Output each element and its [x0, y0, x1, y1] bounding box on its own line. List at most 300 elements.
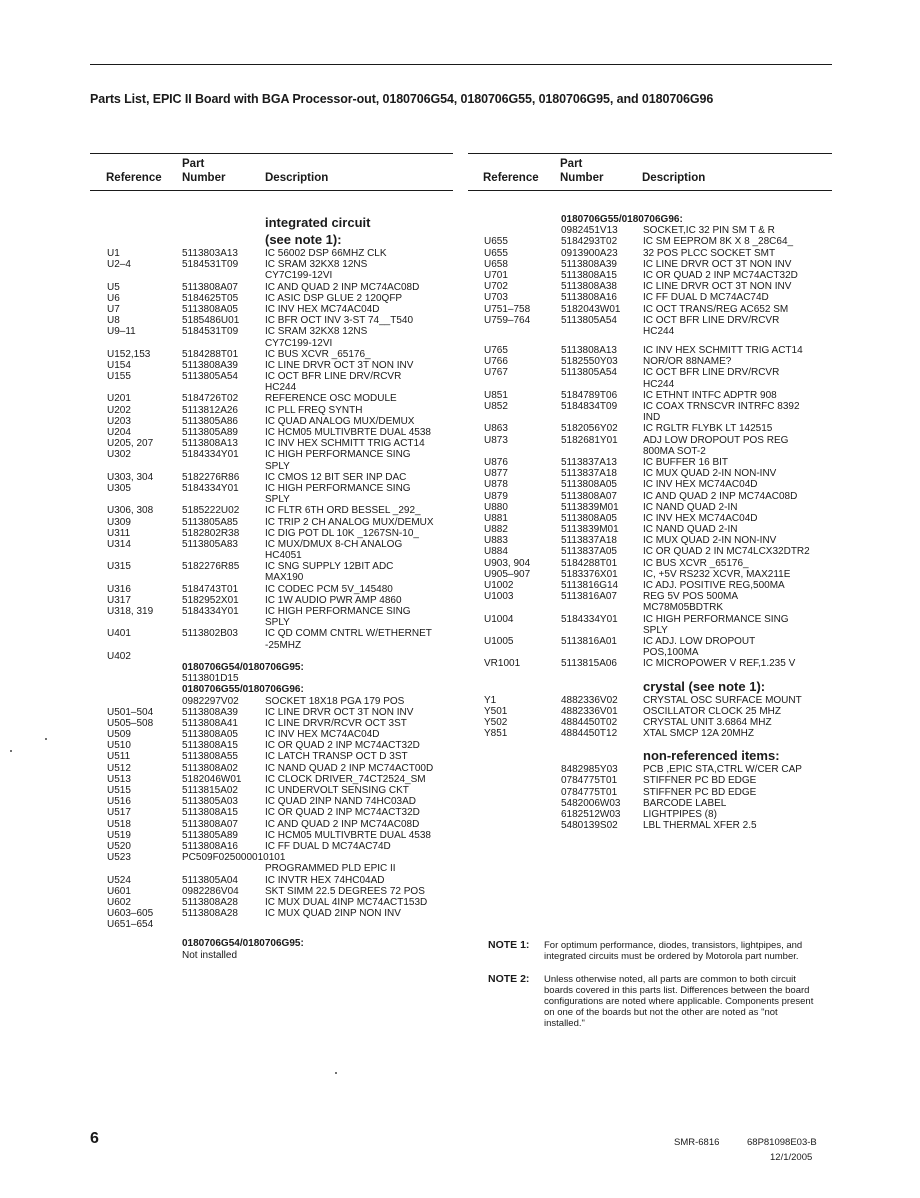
description-cell: IC HIGH PERFORMANCE SING: [643, 613, 789, 625]
description-cell: IC NAND QUAD 2 INP MC74ACT00D: [265, 762, 434, 774]
part-number-cell: 5182276R86: [182, 471, 240, 483]
reference-cell: U8: [107, 315, 120, 327]
part-number-cell: 5113808A15: [182, 807, 238, 819]
part-number-cell: 5113812A26: [182, 404, 238, 416]
description-cell: IC INVTR HEX 74HC04AD: [265, 874, 385, 886]
table-row: [107, 628, 457, 639]
description-cell: IC HIGH PERFORMANCE SING: [265, 449, 411, 461]
right-header-part: Part: [560, 158, 583, 170]
description-cell: HC4051: [265, 550, 302, 562]
table-row: [484, 524, 829, 535]
reference-cell: U303, 304: [107, 471, 154, 483]
description-cell: IC CMOS 12 BIT SER INP DAC: [265, 471, 407, 483]
part-number-cell: 5184293T02: [561, 236, 618, 248]
right-header-number: Number: [560, 172, 604, 184]
table-row: [107, 908, 457, 919]
description-cell: CRYSTAL UNIT 3.6864 MHZ: [643, 716, 772, 728]
description-cell: IC OCT TRANS/REG AC652 SM: [643, 303, 789, 315]
part-number-cell: 5184334Y01: [182, 606, 239, 617]
top-rule: [90, 64, 832, 65]
table-row: [107, 483, 457, 494]
part-number-cell: 5113839M01: [561, 501, 619, 513]
part-number-cell: 5113805A03: [182, 796, 238, 808]
table-row: [107, 349, 457, 360]
part-number-cell: 5185222U02: [182, 505, 240, 517]
description-cell: OSCILLATOR CLOCK 25 MHZ: [643, 705, 781, 717]
description-cell: SPLY: [265, 617, 290, 629]
doc-date: 12/1/2005: [770, 1152, 813, 1163]
table-row: [484, 401, 829, 412]
reference-cell: U6: [107, 292, 120, 304]
part-number-cell: 5113808A02: [182, 762, 238, 774]
table-row: [484, 446, 829, 457]
part-number-cell: 5113805A89: [182, 427, 238, 438]
reference-cell: U765: [484, 345, 508, 357]
reference-cell: U501–504: [107, 706, 154, 718]
description-cell: IC HIGH PERFORMANCE SING: [265, 606, 411, 617]
left-header-bottom-rule: [90, 190, 453, 191]
part-number-cell: 5183376X01: [561, 568, 618, 580]
part-number-cell: 5182550Y03: [561, 356, 618, 368]
table-row: [107, 517, 457, 528]
part-number-cell: 5113801D15: [182, 673, 239, 685]
description-cell: PCB ,EPIC STA,CTRL W/CER CAP: [643, 764, 802, 776]
description-cell: XTAL SMCP 12A 20MHZ: [643, 728, 754, 740]
description-cell: IC PLL FREQ SYNTH: [265, 404, 363, 416]
part-number-cell: 5185486U01: [182, 315, 240, 327]
left-header-description: Description: [265, 172, 329, 184]
description-cell: IC BUFFER 16 BIT: [643, 456, 729, 468]
table-row: [484, 304, 829, 315]
part-number-cell: 5113805A04: [182, 874, 238, 886]
reference-cell: U658: [484, 258, 508, 270]
description-cell: IC OR QUAD 2 INP MC74ACT32D: [265, 740, 420, 752]
table-row: [107, 584, 457, 595]
table-row: [484, 614, 829, 625]
table-row: [484, 248, 829, 259]
table-row: [484, 502, 829, 513]
part-number-cell: 5113808A28: [182, 908, 238, 920]
description-cell: MC78M05BDTRK: [643, 602, 724, 614]
description-cell: IC AND QUAD 2 INP MC74AC08D: [643, 490, 798, 502]
description-cell: POS,100MA: [643, 647, 699, 659]
table-row: [484, 569, 829, 580]
part-number-cell: 5113808A39: [182, 359, 238, 371]
table-row: [107, 528, 457, 539]
reference-cell: U314: [107, 538, 131, 550]
part-number-cell: 8482985Y03: [561, 764, 618, 776]
description-cell: -25MHZ: [265, 639, 302, 651]
part-number-cell: 5184834T09: [561, 401, 618, 413]
description-cell: IC HIGH PERFORMANCE SING: [265, 482, 411, 494]
part-number-cell: 5113805A83: [182, 538, 238, 550]
part-number-cell: 5113808A16: [182, 840, 238, 852]
table-row: [107, 950, 457, 961]
table-row: [484, 236, 829, 247]
table-row: [107, 763, 457, 774]
reference-cell: U154: [107, 359, 131, 371]
reference-cell: U203: [107, 415, 131, 427]
table-row: [107, 248, 457, 259]
description-cell: NOR/OR 88NAME?: [643, 356, 732, 368]
table-row: [484, 636, 829, 647]
reference-cell: U2–4: [107, 259, 131, 271]
reference-cell: U315: [107, 561, 131, 573]
table-row: [107, 427, 457, 438]
part-number-cell: 5482006W03: [561, 797, 621, 809]
reference-cell: Y851: [484, 728, 508, 740]
table-row: [107, 919, 457, 930]
table-row: [107, 572, 457, 583]
description-cell: IC ASIC DSP GLUE 2 120QFP: [265, 292, 403, 304]
description-cell: IC MUX QUAD 2INP NON INV: [265, 908, 401, 920]
description-cell: IC CLOCK DRIVER_74CT2524_SM: [265, 773, 426, 785]
description-cell: IC UNDERVOLT SENSING CKT: [265, 785, 409, 797]
description-cell: CRYSTAL OSC SURFACE MOUNT: [643, 694, 802, 706]
table-row: [484, 292, 829, 303]
note-text: For optimum performance, diodes, transistors, lightpipes, and integrated circuits must be ordered by Motorola part number.: [544, 940, 803, 962]
table-row: [107, 819, 457, 830]
description-cell: IC OCT BFR LINE DRV/RCVR: [643, 314, 780, 326]
reference-cell: U1004: [484, 613, 514, 625]
reference-cell: U767: [484, 367, 508, 379]
description-cell: HC244: [643, 325, 675, 337]
description-cell: IC ETHNT INTFC ADPTR 908: [643, 389, 777, 401]
table-row: [107, 472, 457, 483]
description-cell: IC FF DUAL D MC74AC74D: [643, 292, 769, 304]
section-heading: crystal (see note 1):: [643, 678, 766, 694]
description-cell: IC MICROPOWER V REF,1.235 V: [643, 658, 796, 670]
table-row: [107, 505, 457, 516]
reference-cell: U518: [107, 818, 131, 830]
table-row: [484, 491, 829, 502]
left-header-reference: Reference: [106, 172, 162, 184]
part-number-cell: 5113808A39: [561, 258, 617, 270]
table-row: [107, 617, 457, 628]
part-number-cell: 5113816G14: [561, 580, 619, 592]
reference-cell: U318, 319: [107, 606, 154, 617]
table-row: [107, 875, 457, 886]
reference-cell: U879: [484, 490, 508, 502]
description-cell: HC244: [265, 382, 297, 394]
doc-code: SMR-6816: [674, 1137, 720, 1148]
left-header-number: Number: [182, 172, 226, 184]
right-parts-table: [484, 214, 829, 831]
part-number-cell: 5113837A05: [561, 546, 617, 558]
part-number-cell: 5113808A15: [182, 740, 238, 752]
description-cell: SOCKET,IC 32 PIN SM T & R: [643, 225, 775, 237]
table-row: [107, 561, 457, 572]
part-number-cell: 5113808A41: [182, 717, 238, 729]
description-cell: IC INV HEX MC74AC04D: [643, 479, 758, 491]
reference-cell: U759–764: [484, 314, 531, 326]
table-row: [107, 863, 457, 874]
part-number-cell: 5184625T05: [182, 292, 239, 304]
config-label: 0180706G54/0180706G95:: [182, 938, 304, 950]
reference-cell: U655: [484, 247, 508, 259]
description-cell: IC MUX DUAL 4INP MC74ACT153D: [265, 896, 428, 908]
reference-cell: U851: [484, 389, 508, 401]
part-number-cell: 5113808A13: [182, 438, 238, 450]
description-cell: IC AND QUAD 2 INP MC74AC08D: [265, 281, 420, 293]
part-number-cell: 5113815A06: [561, 658, 617, 670]
reference-cell: U651–654: [107, 919, 154, 931]
part-number-cell: 5113808A15: [561, 269, 617, 281]
table-row: [107, 785, 457, 796]
description-cell: PROGRAMMED PLD EPIC II: [265, 863, 396, 875]
part-number-cell: 0913900A23: [561, 247, 618, 259]
part-number-cell: 5184334Y01: [561, 613, 618, 625]
description-cell: IC OCT BFR LINE DRV/RCVR: [643, 367, 780, 379]
description-cell: IC AND QUAD 2 INP MC74AC08D: [265, 818, 420, 830]
right-header-description: Description: [642, 172, 706, 184]
notes: [488, 940, 818, 1041]
config-label: 0180706G54/0180706G95:: [182, 661, 304, 673]
part-number-cell: 6182512W03: [561, 809, 621, 821]
reference-cell: U1002: [484, 580, 514, 592]
description-cell: SKT SIMM 22.5 DEGREES 72 POS: [265, 885, 425, 897]
description-cell: STIFFNER PC BD EDGE: [643, 786, 757, 798]
table-row: [107, 438, 457, 449]
description-cell: IC ADJ. LOW DROPOUT: [643, 635, 756, 647]
description-cell: IC SRAM 32KX8 12NS: [265, 259, 368, 271]
scan-speck: [10, 750, 12, 752]
description-cell: IC LINE DRVR OCT 3T NON INV: [643, 258, 792, 270]
table-row: [484, 820, 829, 831]
description-cell: CY7C199-12VI: [265, 270, 333, 282]
reference-cell: U766: [484, 356, 508, 368]
table-row: [484, 809, 829, 820]
reference-cell: U516: [107, 796, 131, 808]
part-number-cell: 5113802B03: [182, 628, 238, 640]
table-row: [484, 390, 829, 401]
part-number-cell: 5113808A05: [182, 729, 238, 741]
table-row: [484, 798, 829, 809]
part-number-cell: 5480139S02: [561, 820, 618, 832]
table-row: [107, 606, 457, 617]
description-cell: IC INV HEX MC74AC04D: [643, 512, 758, 524]
table-row: [107, 304, 457, 315]
table-row: [484, 546, 829, 557]
table-row: [484, 326, 829, 337]
description-cell: SOCKET 18X18 PGA 179 POS: [265, 695, 405, 707]
part-number-cell: 5113805A85: [182, 516, 238, 528]
description-cell: IC OCT BFR LINE DRV/RCVR: [265, 371, 402, 383]
part-number-cell: 0982286V04: [182, 885, 239, 897]
note-2: [488, 974, 818, 1029]
reference-cell: U882: [484, 524, 508, 536]
table-row: [107, 595, 457, 606]
part-number-cell: 5113808A05: [561, 512, 617, 524]
table-row: [484, 345, 829, 356]
reference-cell: Y502: [484, 716, 508, 728]
reference-cell: U510: [107, 740, 131, 752]
table-row: [484, 423, 829, 434]
table-row: [484, 270, 829, 281]
table-row: [107, 494, 457, 505]
reference-cell: U863: [484, 423, 508, 435]
table-row: [107, 550, 457, 561]
part-number-cell: 5113837A13: [561, 456, 617, 468]
table-row: [484, 468, 829, 479]
table-row: [107, 461, 457, 472]
part-number-cell: 5113805A54: [561, 367, 617, 379]
table-row: [484, 787, 829, 798]
table-row: [107, 539, 457, 550]
reference-cell: Y1: [484, 694, 497, 706]
description-cell: SPLY: [265, 460, 290, 472]
part-number-cell: 5182802R38: [182, 527, 240, 539]
reference-cell: U155: [107, 371, 131, 383]
part-number-cell: 5184743T01: [182, 583, 239, 595]
description-cell: IC HCM05 MULTIVBRTE DUAL 4538: [265, 829, 431, 841]
table-row: [484, 356, 829, 367]
table-row: [107, 852, 457, 863]
description-cell: IC 1W AUDIO PWR AMP 4860: [265, 594, 402, 606]
table-row: [107, 807, 457, 818]
reference-cell: U520: [107, 840, 131, 852]
reference-cell: U602: [107, 896, 131, 908]
right-header-bottom-rule: [468, 190, 832, 191]
table-row: [107, 651, 457, 662]
description-cell: IC FLTR 6TH ORD BESSEL _292_: [265, 505, 421, 517]
reference-cell: U204: [107, 427, 131, 438]
description-cell: IC QD COMM CNTRL W/ETHERNET: [265, 628, 432, 640]
part-number-cell: 5184789T06: [561, 389, 618, 401]
description-cell: IC NAND QUAD 2-IN: [643, 501, 738, 513]
part-number-cell: 5113816A07: [561, 591, 617, 603]
description-cell: IC COAX TRNSCVR INTRFC 8392: [643, 401, 800, 413]
part-number-cell: 5113837A18: [561, 535, 617, 547]
table-row: [484, 281, 829, 292]
table-row: [484, 775, 829, 786]
reference-cell: U655: [484, 236, 508, 248]
description-cell: IC HCM05 MULTIVBRTE DUAL 4538: [265, 427, 431, 438]
part-number-cell: 5113808A05: [561, 479, 617, 491]
table-row: [107, 293, 457, 304]
page-title: Parts List, EPIC II Board with BGA Processor-out, 0180706G54, 0180706G55, 0180706G95, and 0180706G96: [90, 92, 714, 106]
reference-cell: U884: [484, 546, 508, 558]
row-spacer: [107, 930, 457, 938]
part-number-cell: 0784775T01: [561, 775, 618, 787]
description-cell: IC NAND QUAD 2-IN: [643, 524, 738, 536]
table-row: [107, 740, 457, 751]
part-number-cell: 4884450T12: [561, 728, 618, 740]
part-number-cell: 4882336V02: [561, 694, 618, 706]
page-number: 6: [90, 1130, 99, 1147]
description-cell: IC INV HEX SCHMITT TRIG ACT14: [643, 345, 803, 357]
config-label: 0180706G55/0180706G96:: [561, 214, 683, 225]
table-row: [107, 640, 457, 651]
description-cell: IC QUAD ANALOG MUX/DEMUX: [265, 415, 415, 427]
table-row: [107, 707, 457, 718]
description-cell: IC CODEC PCM 5V_145480: [265, 583, 393, 595]
table-row: [484, 764, 829, 775]
table-row: [484, 225, 829, 236]
description-cell: IC INV HEX SCHMITT TRIG ACT14: [265, 438, 425, 450]
description-cell: IC LINE DRVR OCT 3T NON INV: [643, 281, 792, 293]
table-row: [107, 841, 457, 852]
left-header-top-rule: [90, 153, 453, 154]
part-number-cell: 5113808A55: [182, 751, 238, 763]
table-row: [484, 412, 829, 423]
note-text: Unless otherwise noted, all parts are common to both circuit boards covered in this parts list. Differences between the board configurations are noted where applicable. Components present on one of the boards but not the other are noted as "not installed.": [544, 974, 814, 1029]
part-number-cell: 5113815A02: [182, 785, 238, 797]
row-spacer: [484, 670, 829, 678]
table-row: [484, 315, 829, 326]
row-spacer: [484, 739, 829, 747]
reference-cell: U311: [107, 527, 131, 539]
table-row: [484, 479, 829, 490]
description-cell: 32 POS PLCC SOCKET SMT: [643, 247, 776, 259]
reference-cell: U512: [107, 762, 131, 774]
part-number-cell: 5184531T09: [182, 259, 239, 271]
description-cell: SPLY: [643, 624, 668, 636]
table-row: [107, 718, 457, 729]
table-row: [484, 367, 829, 378]
reference-cell: U7: [107, 303, 120, 315]
description-cell: IC OR QUAD 2 INP MC74ACT32D: [265, 807, 420, 819]
table-row: [484, 379, 829, 390]
reference-cell: U903, 904: [484, 557, 531, 569]
description-cell: IC TRIP 2 CH ANALOG MUX/DEMUX: [265, 516, 434, 528]
reference-cell: U152,153: [107, 348, 151, 360]
reference-cell: U9–11: [107, 326, 136, 338]
reference-cell: U305: [107, 482, 131, 494]
description-cell: IC BUS XCVR _65176_: [265, 348, 371, 360]
reference-cell: U524: [107, 874, 131, 886]
reference-cell: U513: [107, 773, 131, 785]
left-header-part: Part: [182, 158, 205, 170]
description-cell: 800MA SOT-2: [643, 445, 706, 457]
config-label: 0180706G55/0180706G96:: [182, 684, 304, 696]
reference-cell: U905–907: [484, 568, 531, 580]
description-cell: MAX190: [265, 572, 304, 584]
part-number-cell: 5182043W01: [561, 303, 621, 315]
reference-cell: U316: [107, 583, 131, 595]
table-row: [484, 658, 829, 669]
description-cell: SPLY: [265, 494, 290, 506]
part-number-cell: 5113805A54: [182, 371, 238, 383]
part-number-cell: 5184531T09: [182, 326, 239, 338]
description-cell: IC 56002 DSP 66MHZ CLK: [265, 248, 387, 259]
part-number-cell: 5182056Y02: [561, 423, 618, 435]
table-row: [107, 416, 457, 427]
part-number-cell: 5113805A54: [561, 314, 617, 326]
section-heading: (see note 1):: [265, 232, 342, 247]
reference-cell: U309: [107, 516, 131, 528]
description-cell: IND: [643, 412, 661, 424]
note-label: NOTE 1:: [488, 939, 530, 951]
table-row: [484, 717, 829, 728]
part-number-cell: 5113808A13: [561, 345, 617, 357]
table-row: [484, 535, 829, 546]
part-number-cell: PC509F025000010101: [182, 852, 286, 864]
table-row: [107, 696, 457, 707]
description-cell: IC OR QUAD 2 IN MC74LCX32DTR2: [643, 546, 810, 558]
description-cell: IC SRAM 32KX8 12NS: [265, 326, 368, 338]
table-row: [107, 371, 457, 382]
left-parts-table: [107, 214, 457, 961]
part-number-cell: 5113808A05: [182, 303, 238, 315]
description-cell: IC BUS XCVR _65176_: [643, 557, 749, 569]
description-cell: IC MUX QUAD 2-IN NON-INV: [643, 535, 777, 547]
part-number-cell: 5113839M01: [561, 524, 619, 536]
description-cell: HC244: [643, 378, 675, 390]
part-number-cell: 4882336V01: [561, 705, 618, 717]
reference-cell: U505–508: [107, 717, 154, 729]
note-1: [488, 940, 818, 962]
